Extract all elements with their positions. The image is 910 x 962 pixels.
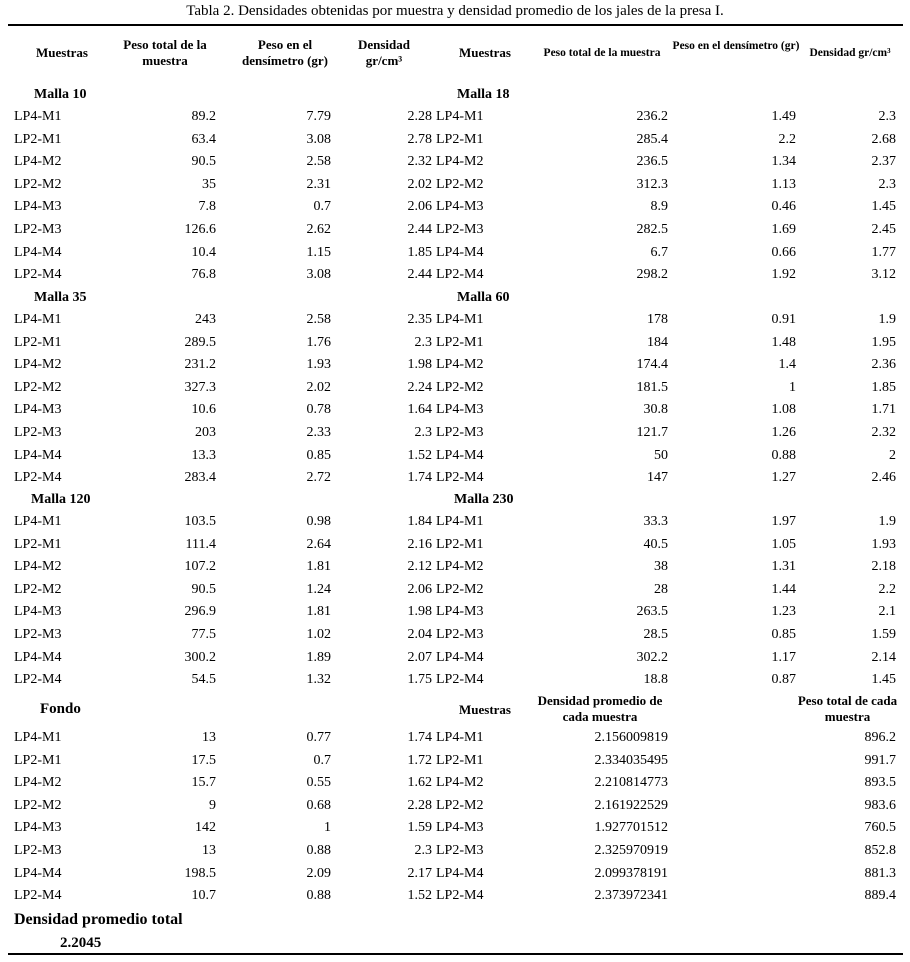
peso-total-value: 312.3 [636,176,668,192]
densidad-value: 2.2 [878,581,896,597]
densidad-value: 1.98 [407,357,432,373]
peso-densimetro-value: 1.17 [771,649,796,665]
peso-densimetro-value: 7.79 [306,109,331,124]
peso-densimetro-value: 0.85 [306,447,331,463]
sample-id: LP2-M3 [436,425,484,440]
peso-densimetro-value: 2.09 [306,865,331,881]
peso-densimetro-value: 0.91 [771,312,796,327]
densidad-value: 1.72 [407,752,432,768]
sample-id: LP4-M3 [14,402,62,418]
peso-densimetro-value: 3.08 [306,267,331,283]
sample-id: LP2-M4 [14,888,62,904]
summary-header-densidad-promedio: Densidad promedio de cada muestra [537,693,663,724]
densidad-value: 1.64 [407,402,432,418]
peso-densimetro-value: 1.69 [771,222,796,237]
sample-id: LP4-M2 [436,154,484,170]
peso-densimetro-value: 1 [789,379,796,395]
sample-id: LP4-M1 [436,109,484,124]
sample-id: LP4-M3 [436,199,484,215]
peso-total-value: 121.7 [636,425,668,440]
sample-id: LP2-M2 [14,379,62,395]
peso-densimetro-value: 1.76 [306,334,331,350]
peso-densimetro-value: 1.24 [306,581,331,597]
densidad-value: 2.12 [407,559,432,575]
densidad-value: 2.3 [878,109,896,124]
sample-id: LP2-M1 [436,536,484,552]
peso-total-value: 17.5 [191,752,216,768]
densidad-value: 2 [889,447,896,463]
summary-sample-id: LP2-M4 [436,888,484,904]
densidad-value: 2.78 [407,131,432,147]
peso-total-value: 28 [654,581,668,597]
peso-total-value: 203 [195,425,216,440]
sample-id: LP4-M3 [14,199,62,215]
peso-total-value: 302.2 [636,649,668,665]
sample-id: LP4-M2 [14,357,62,373]
peso-densimetro-value: 0.46 [771,199,796,215]
peso-densimetro-value: 1.34 [771,154,796,170]
peso-total-value: 283.4 [184,470,216,486]
densidad-value: 2.3 [414,843,432,858]
peso-total-value: 296.9 [184,604,216,620]
densidad-value: 1.52 [407,888,432,904]
peso-densimetro-value: 1.08 [771,402,796,418]
peso-total-value: 6.7 [650,244,668,260]
peso-densimetro-value: 1.49 [771,109,796,124]
peso-total-value: 236.5 [636,154,668,170]
peso-densimetro-value: 1.13 [771,176,796,192]
peso-densimetro-value: 0.88 [306,888,331,904]
sample-id: LP2-M4 [14,470,62,486]
peso-densimetro-value: 2.2 [778,131,796,147]
densidad-value: 1.71 [871,402,896,418]
sample-id: LP2-M4 [436,470,484,486]
peso-densimetro-value: 1.26 [771,425,796,440]
summary-peso-total: 889.4 [864,888,896,904]
group-title: Malla 35 [34,290,87,305]
peso-total-value: 28.5 [643,627,668,642]
peso-total-value: 298.2 [636,267,668,283]
densidad-value: 2.07 [407,649,432,665]
densidad-value: 2.28 [407,109,432,124]
densidad-value: 1.62 [407,775,432,791]
sample-id: LP4-M4 [14,244,62,260]
sample-id: LP4-M2 [14,775,62,791]
summary-densidad-promedio: 2.373972341 [594,888,668,904]
peso-densimetro-value: 1.31 [771,559,796,575]
sample-id: LP2-M2 [436,581,484,597]
sample-id: LP2-M3 [14,425,62,440]
peso-total-value: 282.5 [636,222,668,237]
sample-id: LP2-M4 [436,672,484,688]
sample-id: LP4-M1 [436,312,484,327]
sample-id: LP2-M3 [436,222,484,237]
sample-id: LP4-M4 [14,865,62,881]
peso-total-value: 35 [202,176,216,192]
peso-densimetro-value: 0.85 [771,627,796,642]
densidad-value: 2.14 [871,649,896,665]
header-right-peso-densimetro: Peso en el densímetro (gr) [672,40,800,52]
densidad-value: 2.35 [407,312,432,327]
peso-densimetro-value: 1.81 [306,559,331,575]
peso-densimetro-value: 1.02 [306,627,331,642]
peso-densimetro-value: 2.02 [306,379,331,395]
sample-id: LP2-M2 [14,581,62,597]
group-title: Malla 18 [457,87,510,102]
sample-id: LP2-M1 [14,536,62,552]
sample-id: LP4-M4 [436,244,484,260]
peso-total-value: 198.5 [184,865,216,881]
densidad-value: 2.44 [407,222,432,237]
densidad-value: 1.74 [407,470,432,486]
sample-id: LP2-M3 [436,627,484,642]
summary-sample-id: LP4-M1 [436,730,484,745]
peso-total-value: 13 [202,843,216,858]
summary-sample-id: LP2-M3 [436,843,484,858]
summary-densidad-promedio: 2.156009819 [594,730,668,745]
summary-peso-total: 881.3 [864,865,896,881]
sample-id: LP4-M4 [14,649,62,665]
sample-id: LP4-M3 [14,604,62,620]
bottom-rule [8,953,903,955]
total-density-value: 2.2045 [60,935,102,951]
peso-total-value: 147 [647,470,668,486]
peso-densimetro-value: 1.27 [771,470,796,486]
peso-total-value: 30.8 [643,402,668,418]
densidad-value: 1.98 [407,604,432,620]
peso-total-value: 10.6 [191,402,216,418]
densidad-value: 2.32 [407,154,432,170]
header-right-densidad: Densidad gr/cm³ [809,47,891,59]
peso-total-value: 13.3 [191,447,216,463]
peso-densimetro-value: 0.77 [306,730,331,745]
peso-densimetro-value: 1.15 [306,244,331,260]
peso-total-value: 111.4 [185,536,216,552]
densidad-value: 1.59 [407,820,432,836]
peso-densimetro-value: 1.23 [771,604,796,620]
summary-peso-total: 760.5 [864,820,896,836]
peso-total-value: 174.4 [636,357,668,373]
summary-header-muestras: Muestras [459,702,511,717]
peso-total-value: 13 [202,730,216,745]
sample-id: LP2-M1 [14,752,62,768]
summary-densidad-promedio: 2.325970919 [594,843,668,858]
sample-id: LP2-M1 [14,131,62,147]
summary-sample-id: LP2-M1 [436,752,484,768]
summary-peso-total: 852.8 [864,843,896,858]
summary-header-peso-total: Peso total de cada muestra [797,693,898,724]
peso-total-value: 103.5 [184,514,216,529]
sample-id: LP2-M1 [436,334,484,350]
peso-densimetro-value: 2.31 [306,176,331,192]
group-title: Malla 120 [31,492,91,507]
summary-densidad-promedio: 2.099378191 [594,865,668,881]
sample-id: LP4-M2 [14,154,62,170]
peso-total-value: 285.4 [636,131,668,147]
sample-id: LP4-M4 [14,447,62,463]
peso-densimetro-value: 2.58 [306,154,331,170]
peso-densimetro-value: 3.08 [306,131,331,147]
summary-sample-id: LP4-M3 [436,820,484,836]
sample-id: LP2-M4 [14,267,62,283]
densidad-value: 2.02 [407,176,432,192]
peso-total-value: 289.5 [184,334,216,350]
peso-densimetro-value: 0.87 [771,672,796,688]
densidad-value: 2.3 [414,334,432,350]
peso-densimetro-value: 0.7 [313,199,331,215]
peso-total-value: 77.5 [191,627,216,642]
peso-densimetro-value: 2.72 [306,470,331,486]
sample-id: LP4-M2 [14,559,62,575]
sample-id: LP4-M1 [14,730,62,745]
peso-total-value: 90.5 [191,581,216,597]
densidad-value: 2.17 [407,865,432,881]
peso-total-value: 178 [647,312,668,327]
sample-id: LP4-M4 [436,649,484,665]
densidad-value: 2.44 [407,267,432,283]
peso-densimetro-value: 0.78 [306,402,331,418]
densidad-value: 2.04 [407,627,432,642]
peso-total-value: 231.2 [184,357,216,373]
densidad-value: 2.68 [871,131,896,147]
peso-total-value: 263.5 [636,604,668,620]
densidad-value: 2.45 [871,222,896,237]
densidad-value: 2.3 [414,425,432,440]
peso-densimetro-value: 2.64 [306,536,331,552]
summary-sample-id: LP4-M4 [436,865,484,881]
summary-peso-total: 983.6 [864,797,896,813]
densidad-value: 2.06 [407,581,432,597]
peso-total-value: 18.8 [643,672,668,688]
sample-id: LP2-M2 [14,176,62,192]
peso-total-value: 33.3 [643,514,668,529]
sample-id: LP2-M3 [14,843,62,858]
sample-id: LP2-M2 [14,797,62,813]
header-left-peso-densimetro: Peso en el densímetro (gr) [241,37,329,68]
densidad-value: 2.36 [871,357,896,373]
peso-total-value: 76.8 [191,267,216,283]
densidad-value: 1.59 [871,627,896,642]
peso-total-value: 50 [654,447,668,463]
peso-densimetro-value: 1.05 [771,536,796,552]
sample-id: LP4-M3 [14,820,62,836]
peso-densimetro-value: 2.33 [306,425,331,440]
densidad-value: 1.95 [871,334,896,350]
peso-total-value: 38 [654,559,668,575]
peso-total-value: 126.6 [184,222,216,237]
peso-total-value: 63.4 [191,131,216,147]
peso-densimetro-value: 1.32 [306,672,331,688]
sample-id: LP4-M4 [436,447,484,463]
densidad-value: 1.93 [871,536,896,552]
peso-densimetro-value: 2.62 [306,222,331,237]
total-density-label: Densidad promedio total [14,911,183,928]
peso-densimetro-value: 0.88 [306,843,331,858]
densidad-value: 1.85 [407,244,432,260]
densidad-value: 2.18 [871,559,896,575]
peso-densimetro-value: 0.98 [306,514,331,529]
summary-densidad-promedio: 2.210814773 [594,775,668,791]
densidad-value: 2.1 [878,604,896,620]
peso-densimetro-value: 1.48 [771,334,796,350]
peso-total-value: 40.5 [643,536,668,552]
sample-id: LP4-M3 [436,402,484,418]
densidad-value: 1.74 [407,730,432,745]
densidad-value: 3.12 [871,267,896,283]
peso-total-value: 89.2 [191,109,216,124]
sample-id: LP4-M3 [436,604,484,620]
peso-total-value: 236.2 [636,109,668,124]
top-rule [8,24,903,26]
densidad-value: 1.77 [871,244,896,260]
peso-densimetro-value: 1.89 [306,649,331,665]
peso-total-value: 184 [647,334,668,350]
sample-id: LP2-M2 [436,176,484,192]
summary-densidad-promedio: 2.161922529 [594,797,668,813]
header-right-muestras: Muestras [459,45,511,60]
peso-densimetro-value: 1.97 [771,514,796,529]
summary-peso-total: 893.5 [864,775,896,791]
densidad-value: 1.45 [871,672,896,688]
sample-id: LP4-M2 [436,559,484,575]
peso-densimetro-value: 0.88 [771,447,796,463]
sample-id: LP2-M1 [14,334,62,350]
sample-id: LP2-M2 [436,379,484,395]
peso-total-value: 90.5 [191,154,216,170]
group-title: Malla 230 [454,492,514,507]
summary-peso-total: 896.2 [864,730,896,745]
peso-total-value: 10.7 [191,888,216,904]
peso-total-value: 54.5 [191,672,216,688]
peso-total-value: 142 [195,820,216,836]
densidad-value: 1.9 [878,312,896,327]
densidad-value: 2.16 [407,536,432,552]
peso-total-value: 300.2 [184,649,216,665]
peso-total-value: 107.2 [184,559,216,575]
peso-densimetro-value: 2.58 [306,312,331,327]
sample-id: LP2-M3 [14,222,62,237]
summary-sample-id: LP2-M2 [436,797,484,813]
densidad-value: 2.24 [407,379,432,395]
peso-total-value: 7.8 [198,199,216,215]
densidad-value: 1.85 [871,379,896,395]
sample-id: LP2-M4 [436,267,484,283]
peso-total-value: 8.9 [650,199,668,215]
table-caption: Tabla 2. Densidades obtenidas por muestra y densidad promedio de los jales de la presa I. [186,3,724,19]
peso-total-value: 10.4 [191,244,216,260]
header-left-densidad: Densidad gr/cm³ [357,37,411,68]
peso-densimetro-value: 1 [324,820,331,836]
densidad-value: 2.28 [407,797,432,813]
peso-densimetro-value: 1.81 [306,604,331,620]
densidad-value: 1.52 [407,447,432,463]
summary-sample-id: LP4-M2 [436,775,484,791]
peso-densimetro-value: 1.93 [306,357,331,373]
densidad-value: 2.3 [878,176,896,192]
group-title: Malla 10 [34,87,87,102]
densidad-value: 1.45 [871,199,896,215]
peso-total-value: 243 [195,312,216,327]
peso-densimetro-value: 0.7 [313,752,331,768]
header-left-peso-total: Peso total de la muestra [123,37,207,68]
sample-id: LP2-M3 [14,627,62,642]
peso-total-value: 181.5 [636,379,668,395]
group-title: Malla 60 [457,290,510,305]
sample-id: LP4-M1 [436,514,484,529]
densidad-value: 1.84 [407,514,432,529]
peso-total-value: 9 [209,797,216,813]
peso-densimetro-value: 1.44 [771,581,796,597]
sample-id: LP4-M1 [14,109,62,124]
peso-total-value: 327.3 [184,379,216,395]
peso-densimetro-value: 1.92 [771,267,796,283]
peso-densimetro-value: 0.55 [306,775,331,791]
sample-id: LP4-M2 [436,357,484,373]
sample-id: LP2-M4 [14,672,62,688]
peso-total-value: 15.7 [191,775,216,791]
densidad-value: 2.06 [407,199,432,215]
sample-id: LP2-M1 [436,131,484,147]
sample-id: LP4-M1 [14,514,62,529]
group-title: Fondo [40,701,81,717]
summary-densidad-promedio: 2.334035495 [594,752,668,768]
header-right-peso-total: Peso total de la muestra [543,47,661,59]
peso-densimetro-value: 1.4 [778,357,796,373]
densidad-value: 1.75 [407,672,432,688]
peso-densimetro-value: 0.68 [306,797,331,813]
summary-densidad-promedio: 1.927701512 [594,820,668,836]
densidad-value: 2.37 [871,154,896,170]
densidad-value: 1.9 [878,514,896,529]
peso-densimetro-value: 0.66 [771,244,796,260]
summary-peso-total: 991.7 [864,752,896,768]
header-left-muestras: Muestras [36,45,88,60]
densidad-value: 2.32 [871,425,896,440]
sample-id: LP4-M1 [14,312,62,327]
densidad-value: 2.46 [871,470,896,486]
